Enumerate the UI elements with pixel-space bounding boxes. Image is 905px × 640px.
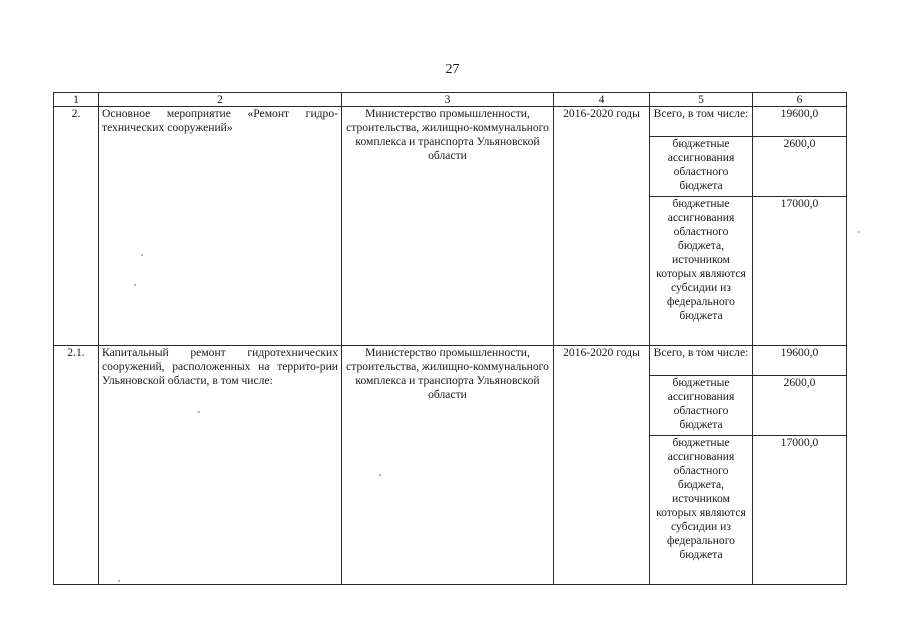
header-cell-6: 6	[753, 93, 847, 107]
header-cell-4: 4	[554, 93, 650, 107]
period: 2016-2020 годы	[554, 346, 650, 585]
table-row	[54, 346, 847, 376]
funding-source: бюджетные ассигнования областного бюджета	[650, 137, 753, 197]
header-cell-2: 2	[99, 93, 342, 107]
funding-amount: 17000,0	[753, 197, 847, 346]
scan-speck	[858, 231, 860, 233]
funding-amount: 2600,0	[753, 376, 847, 436]
funding-amount: 2600,0	[753, 137, 847, 197]
period: 2016-2020 годы	[554, 107, 650, 346]
scan-speck	[379, 474, 381, 476]
funding-amount: 19600,0	[753, 107, 847, 137]
scan-speck	[118, 580, 120, 582]
funding-source: Всего, в том числе:	[650, 346, 753, 376]
funding-source: бюджетные ассигнования областного бюджета	[650, 376, 753, 436]
scan-speck	[198, 411, 200, 413]
row-number: 2.1.	[54, 346, 99, 585]
scan-speck	[134, 284, 136, 286]
funding-amount: 19600,0	[753, 346, 847, 376]
row-number: 2.	[54, 107, 99, 346]
activity-name: Капитальный ремонт гидротехнических сооружений, расположенных на террито-рии Ульяновской области, в том числе:	[99, 346, 342, 585]
funding-source: бюджетные ассигнования областного бюджета, источником которых являются субсидии из федерального бюджета	[650, 436, 753, 585]
funding-source: бюджетные ассигнования областного бюджета, источником которых являются субсидии из федерального бюджета	[650, 197, 753, 346]
executor: Министерство промышленности, строительства, жилищно-коммунального комплекса и транспорта Ульяновской области	[342, 346, 554, 585]
executor: Министерство промышленности, строительства, жилищно-коммунального комплекса и транспорта Ульяновской области	[342, 107, 554, 346]
table-header-row	[54, 93, 847, 107]
table-row	[54, 107, 847, 137]
header-cell-1: 1	[54, 93, 99, 107]
program-table	[53, 92, 847, 585]
funding-amount: 17000,0	[753, 436, 847, 585]
page-number: 27	[445, 62, 460, 77]
header-cell-3: 3	[342, 93, 554, 107]
activity-name: Основное мероприятие «Ремонт гидро-технических сооружений»	[99, 107, 342, 346]
header-cell-5: 5	[650, 93, 753, 107]
scan-speck	[141, 254, 143, 256]
funding-source: Всего, в том числе:	[650, 107, 753, 137]
